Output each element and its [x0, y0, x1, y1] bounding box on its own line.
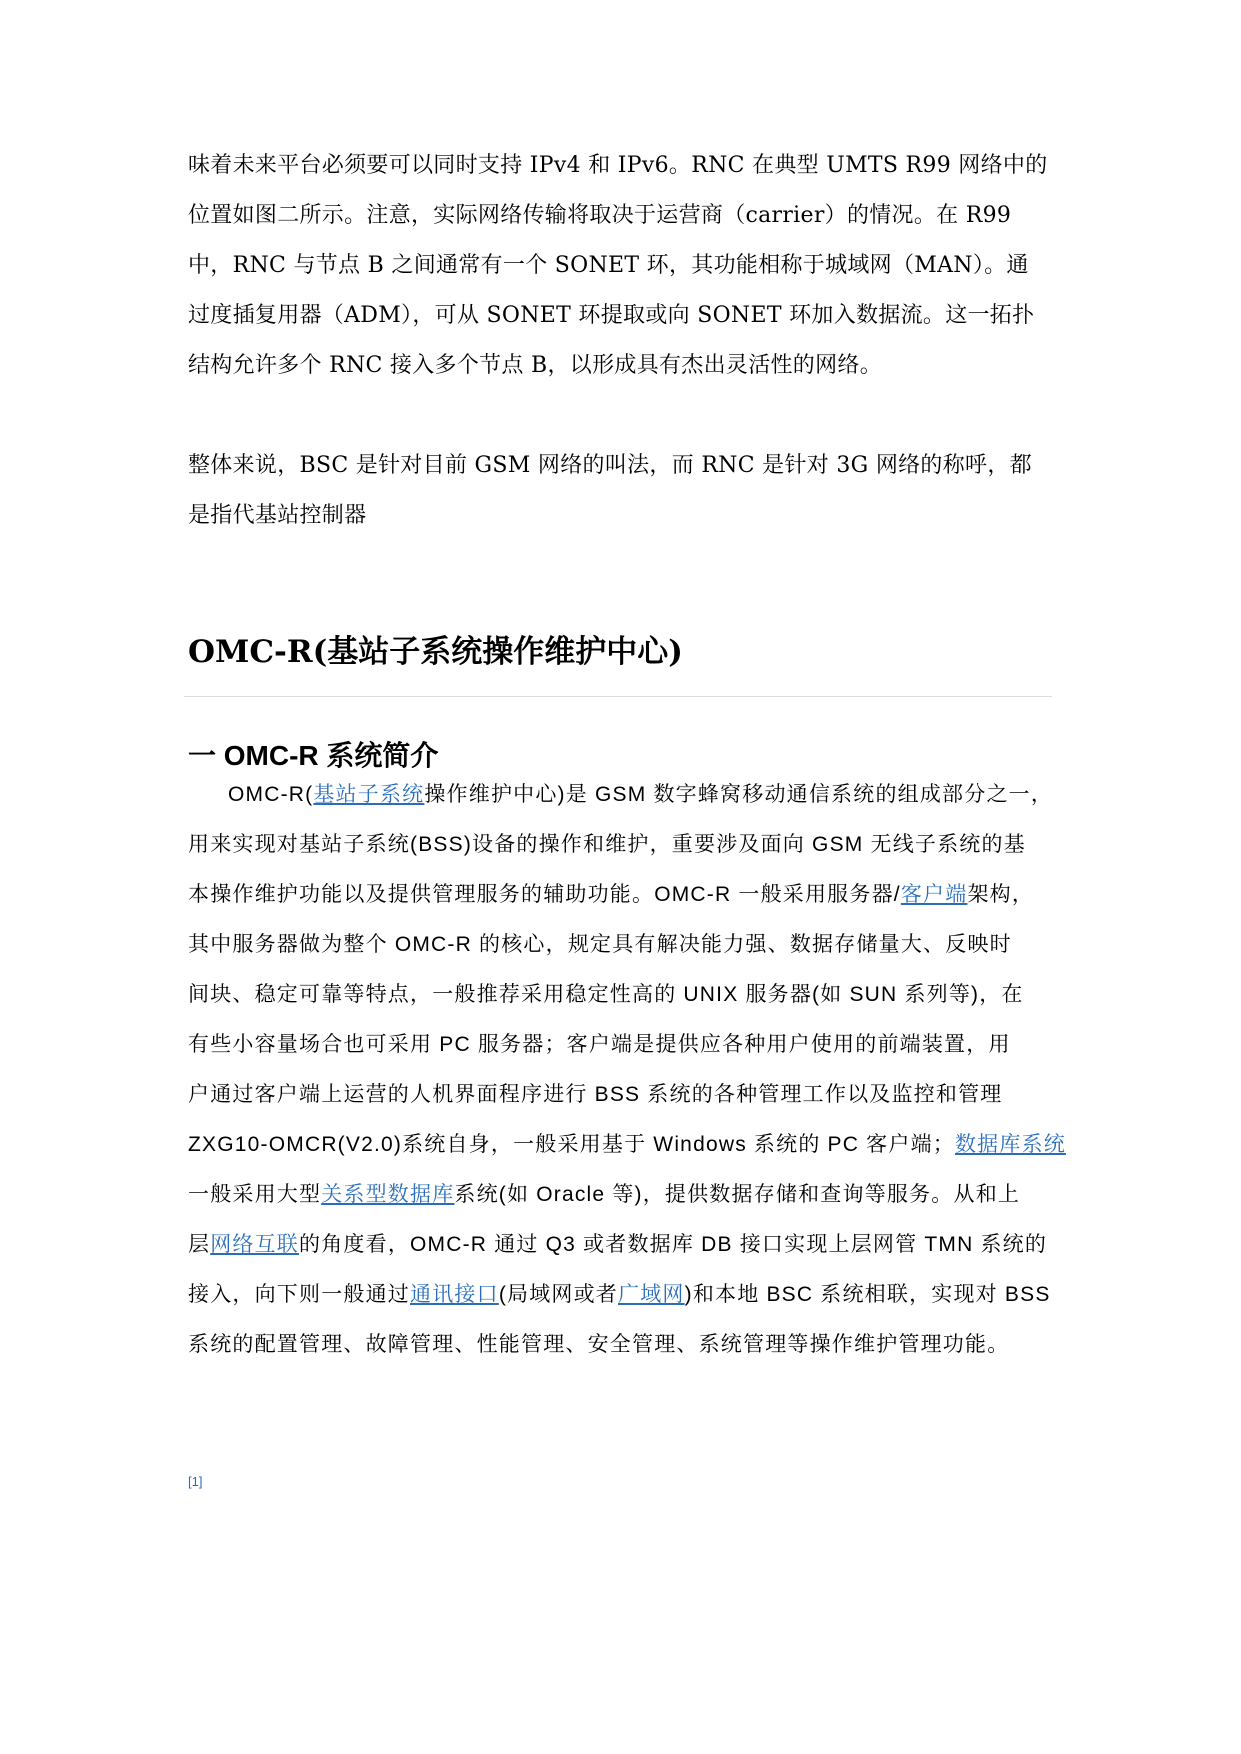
intro-line-5: 结构允许多个 RNC 接入多个节点 B，以形成具有杰出灵活性的网络。	[188, 353, 882, 378]
body-text: 户通过客户端上运营的人机界面程序进行 BSS 系统的各种管理工作以及监控和管理	[188, 1083, 1003, 1106]
body-line-3	[188, 880, 1034, 910]
body-line-12	[188, 1330, 1009, 1360]
summary-line-2: 是指代基站控制器	[188, 503, 367, 528]
body-text: 间块、稳定可靠等特点，一般推荐采用稳定性高的 UNIX 服务器(如 SUN 系列等)，在	[188, 983, 1024, 1006]
body-text: 用来实现对基站子系统(BSS)设备的操作和维护，重要涉及面向 GSM 无线子系统的基	[188, 833, 1026, 856]
body-line-8	[188, 1130, 1066, 1160]
intro-line-3: 中，RNC 与节点 B 之间通常有一个 SONET 环，其功能相称于城域网（MAN）。通	[188, 253, 1029, 278]
body-text: 系统(如 Oracle 等)，提供数据存储和查询等服务。从和上	[454, 1183, 1021, 1206]
body-text: (局域网或者	[498, 1283, 619, 1306]
body-line-4	[188, 930, 1012, 960]
body-text: 的角度看，OMC-R 通过 Q3 或者数据库 DB 接口实现上层网管 TMN 系统的	[299, 1233, 1048, 1256]
body-text: )和本地 BSC 系统相联，实现对 BSS	[684, 1283, 1051, 1306]
footnote-reference[interactable]: [1]	[188, 1474, 203, 1489]
body-line-5	[188, 980, 1024, 1010]
body-text: 一般采用大型	[188, 1183, 322, 1206]
heading-omc-r: OMC-R(基站子系统操作维护中心)	[188, 634, 683, 670]
body-text: 架构，	[967, 883, 1035, 906]
link-comm-interface[interactable]: 通讯接口	[410, 1283, 499, 1306]
link-bss[interactable]: 基站子系统	[313, 783, 425, 806]
link-relational-database[interactable]: 关系型数据库	[321, 1183, 455, 1206]
body-line-1	[228, 780, 1053, 810]
body-text: 有些小容量场合也可采用 PC 服务器；客户端是提供应各种用户使用的前端装置，用	[188, 1033, 1011, 1056]
body-text: 其中服务器做为整个 OMC-R 的核心，规定具有解决能力强、数据存储量大、反映时	[188, 933, 1012, 956]
body-text: ZXG10-OMCR(V2.0)系统自身，一般采用基于 Windows 系统的 PC 客户端；	[188, 1133, 955, 1156]
body-line-11	[188, 1280, 1051, 1310]
link-database-system[interactable]: 数据库系统	[954, 1133, 1066, 1156]
body-text: 接入，向下则一般通过	[188, 1283, 410, 1306]
heading-divider	[184, 696, 1052, 697]
intro-line-4: 过度插复用器（ADM），可从 SONET 环提取或向 SONET 环加入数据流。这一拓扑	[188, 303, 1035, 328]
body-line-2	[188, 830, 1026, 860]
link-wan[interactable]: 广域网	[618, 1283, 685, 1306]
intro-line-1: 味着未来平台必须要可以同时支持 IPv4 和 IPv6。RNC 在典型 UMTS R99 网络中的	[188, 153, 1048, 178]
body-line-6	[188, 1030, 1011, 1060]
body-text: 本操作维护功能以及提供管理服务的辅助功能。OMC-R 一般采用服务器/	[188, 883, 901, 906]
body-line-7	[188, 1080, 1003, 1110]
body-line-10	[188, 1230, 1047, 1260]
body-line-9	[188, 1180, 1020, 1210]
body-text: 层	[188, 1233, 211, 1256]
body-text: 操作维护中心)是 GSM 数字蜂窝移动通信系统的组成部分之一，	[424, 783, 1054, 806]
body-text: 系统的配置管理、故障管理、性能管理、安全管理、系统管理等操作维护管理功能。	[188, 1333, 1010, 1356]
body-text: OMC-R(	[228, 783, 314, 806]
heading-omc-r-intro: 一 OMC-R 系统简介	[188, 740, 439, 771]
link-network-interconnect[interactable]: 网络互联	[210, 1233, 300, 1256]
summary-line-1: 整体来说，BSC 是针对目前 GSM 网络的叫法，而 RNC 是针对 3G 网络的称呼，都	[188, 453, 1032, 478]
link-client[interactable]: 客户端	[900, 883, 968, 906]
intro-line-2: 位置如图二所示。注意，实际网络传输将取决于运营商（carrier）的情况。在 R99	[188, 203, 1012, 228]
